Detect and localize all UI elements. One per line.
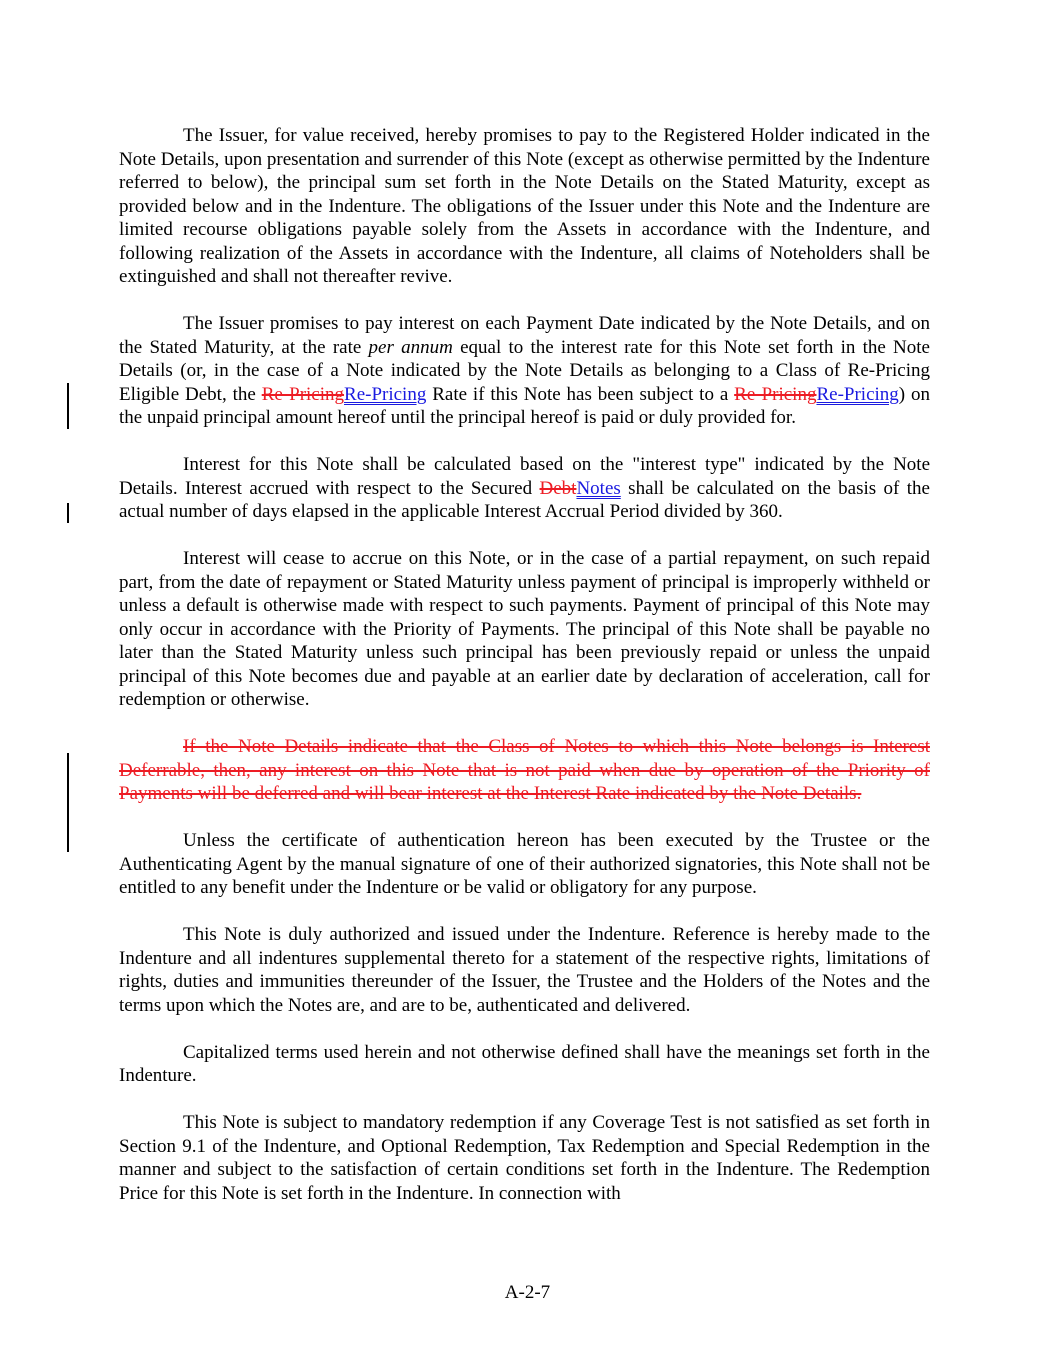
text-run: Interest will cease to accrue on this Note, or in the case of a partial repayment, on such repaid part, from the date of repayment or Stated Maturity unless payment of principal is improperly withheld or unless a default is otherwise made with respect to such payments. Payment of principal of this Note may only occur in accordance with the Priority of Payments. The principal of this Note shall be payable no later than the Stated Maturity unless such principal has been previously repaid or unless the unpaid principal of this Note becomes due and payable at an earlier date by declaration of acceleration, call for redemption or otherwise. bbox=[119, 548, 930, 710]
inserted-text: Notes bbox=[576, 477, 621, 499]
text-run: Rate if this Note has been subject to a bbox=[426, 383, 735, 405]
text-run: shall be calculated on the basis of the actual number of days elapsed in the applicable Interest Accrual Period divided by 360. bbox=[119, 477, 930, 522]
paragraph bbox=[119, 735, 930, 806]
deleted-text: Debt bbox=[539, 477, 577, 499]
text-run: The Issuer, for value received, hereby promises to pay to the Registered Holder indicated in the Note Details, upon presentation and surrender of this Note (except as otherwise permitted by the Indenture referred to below), the principal sum set forth in the Note Details on the Stated Maturity, except as provided below and in the Indenture. The obligations of the Issuer under this Note and the Indenture are limited recourse obligations payable solely from the Assets in accordance with the Indenture, and following realization of the Assets in accordance with the Indenture, all claims of Noteholders shall be extinguished and shall not thereafter revive. bbox=[119, 125, 930, 287]
deleted-text: Re-Pricing bbox=[261, 383, 345, 405]
page-number: A-2-7 bbox=[504, 1282, 551, 1303]
paragraph bbox=[119, 312, 930, 430]
text-run: Interest for this Note shall be calculated based on the "interest type" indicated by the Note Details. Interest accrued with respect to the Secured bbox=[119, 454, 930, 499]
text-run: ) on the unpaid principal amount hereof until the principal hereof is paid or duly provided for. bbox=[119, 383, 930, 428]
paragraph bbox=[119, 1111, 930, 1205]
paragraph bbox=[119, 453, 930, 524]
change-bar bbox=[67, 753, 69, 852]
paragraph bbox=[119, 547, 930, 712]
document-body bbox=[119, 124, 930, 1229]
inserted-text: Re-Pricing bbox=[344, 383, 427, 405]
paragraph bbox=[119, 829, 930, 900]
change-bar bbox=[67, 383, 69, 429]
paragraph bbox=[119, 1041, 930, 1088]
deleted-text: If the Note Details indicate that the Class of Notes to which this Note belongs is Interest Deferrable, then, any interest on this Note that is not paid when due by operation of the Priority of Payments will be deferred and will bear interest at the Interest Rate indicated by the Note Details. bbox=[119, 736, 930, 804]
text-run: equal to the interest rate for this Note set forth in the Note Details (or, in the case of a Note indicated by the Note Details as belonging to a Class of Re-Pricing Eligible Debt, the bbox=[119, 336, 930, 405]
text-run: Unless the certificate of authentication hereon has been executed by the Trustee or the Authenticating Agent by the manual signature of one of their authorized signatories, this Note shall not be entitled to any benefit under the Indenture or be valid or obligatory for any purpose. bbox=[119, 830, 930, 898]
deleted-text: Re-Pricing bbox=[734, 383, 817, 405]
text-run: The Issuer promises to pay interest on each Payment Date indicated by the Note Details, and on the Stated Maturity, at the rate bbox=[119, 313, 930, 358]
text-run: This Note is duly authorized and issued under the Indenture. Reference is hereby made to the Indenture and all indentures supplemental thereto for a statement of the respective rights, limitations of rights, duties and immunities thereunder of the Issuer, the Trustee and the Holders of the Notes and the terms upon which the Notes are, and are to be, authenticated and delivered. bbox=[119, 924, 930, 1016]
text-run: This Note is subject to mandatory redemption if any Coverage Test is not satisfied as set forth in Section 9.1 of the Indenture, and Optional Redemption, Tax Redemption and Special Redemption in the manner and subject to the satisfaction of certain conditions set forth in the Indenture. The Redemption Price for this Note is set forth in the Indenture. In connection with bbox=[119, 1112, 930, 1204]
paragraph bbox=[119, 124, 930, 289]
text-run: Capitalized terms used herein and not otherwise defined shall have the meanings set forth in the Indenture. bbox=[119, 1041, 930, 1086]
change-bar bbox=[67, 503, 69, 523]
inserted-text: Re-Pricing bbox=[816, 383, 899, 405]
paragraph bbox=[119, 923, 930, 1017]
italic-text-run: per annum bbox=[368, 336, 453, 358]
